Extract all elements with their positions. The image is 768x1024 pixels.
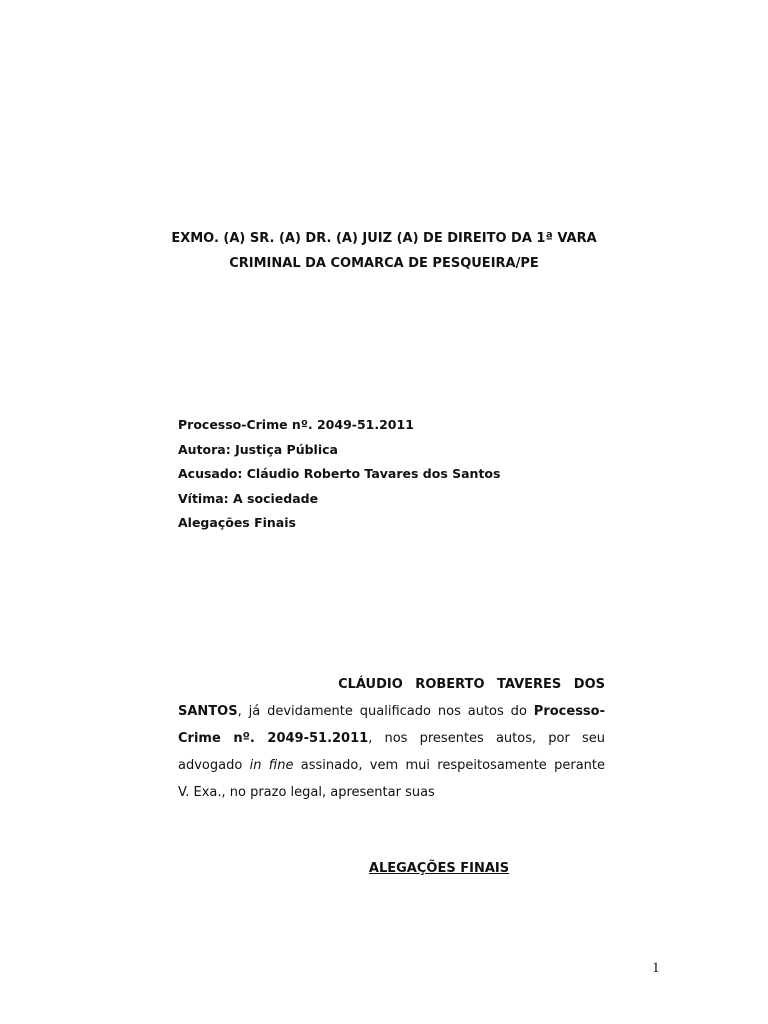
process-reference-part-2: Crime nº. 2049-51.2011 — [178, 731, 369, 746]
case-info-block — [178, 413, 500, 536]
author-line: Autora: Justiça Pública — [178, 441, 338, 457]
paragraph-text-2: , nos presentes autos, por seu — [368, 731, 606, 746]
process-number: Processo-Crime nº. 2049-51.2011 — [178, 417, 414, 432]
section-title: ALEGAÇÕES FINAIS — [368, 861, 510, 876]
opening-paragraph — [178, 671, 605, 806]
victim-line: Vítima: A sociedade — [178, 490, 319, 506]
paragraph-text-4: V. Exa., no prazo legal, apresentar suas — [178, 785, 435, 800]
paragraph-line-4 — [178, 752, 605, 779]
subject-line: Alegações Finais — [178, 515, 296, 530]
accused-line: Acusado: Cláudio Roberto Tavares dos Santos — [178, 466, 501, 481]
page-number: 1 — [652, 960, 660, 976]
paragraph-line-2 — [178, 698, 605, 725]
process-reference-part-1: Processo- — [533, 704, 605, 719]
paragraph-line-3 — [178, 725, 605, 752]
defendant-name-part-1: CLÁUDIO ROBERTO TAVERES DOS — [338, 677, 605, 692]
paragraph-text-3b: assinado, vem mui respeitosamente perante — [293, 758, 606, 773]
defendant-name-part-2: SANTOS — [178, 704, 238, 719]
header-line-2: CRIMINAL DA COMARCA DE PESQUEIRA/PE — [229, 256, 539, 271]
in-fine-italic: in fine — [249, 758, 294, 773]
addressee-header — [150, 226, 618, 276]
paragraph-text-1: , já devidamente qualificado nos autos do — [237, 704, 534, 719]
paragraph-text-3a: advogado — [178, 758, 250, 773]
header-line-1: EXMO. (A) SR. (A) DR. (A) JUIZ (A) DE DIREITO DA 1ª VARA — [171, 231, 597, 246]
